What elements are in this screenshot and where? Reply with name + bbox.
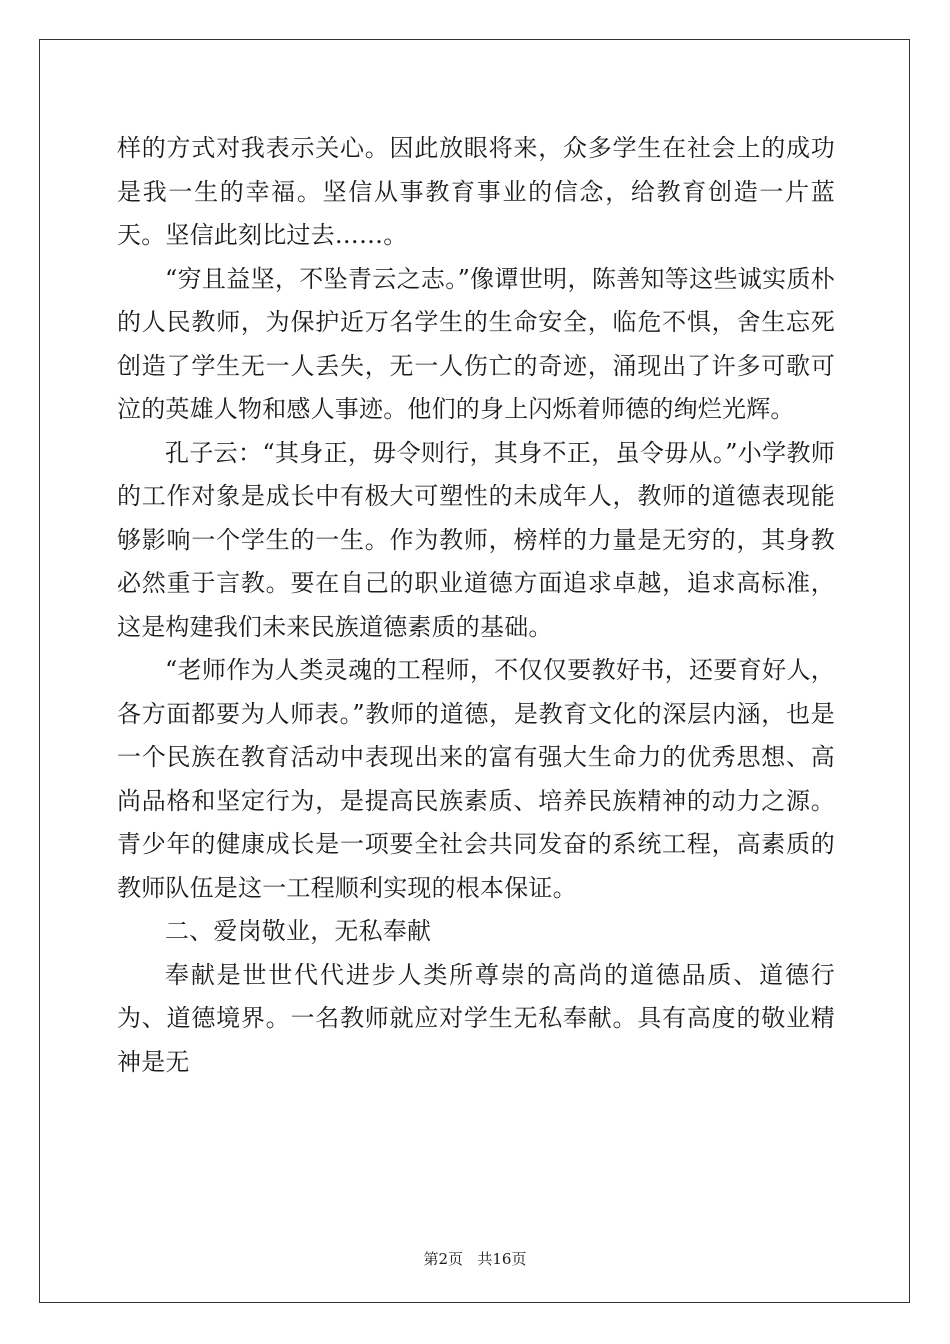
paragraph-continuation: 样的方式对我表示关心。因此放眼将来，众多学生在社会上的成功是我一生的幸福。坚信从事教育事业的信念，给教育创造一片蓝天。坚信此刻比过去……。 [117, 134, 835, 249]
paragraph-dedication: 奉献是世世代代进步人类所尊崇的高尚的道德品质、道德行为、道德境界。一名教师就应对学生无私奉献。具有高度的敬业精神是无 [117, 960, 835, 1076]
page-total: 共16页 [477, 1250, 527, 1268]
paragraph-confucius: 孔子云：“其身正，毋令则行，其身不正，虽令毋从。”小学教师的工作对象是成长中有极大可塑性的未成年人，教师的道德表现能够影响一个学生的一生。作为教师，榜样的力量是无穷的，其身教必然重于言教。要在自己的职业道德方面追求卓越，追求高标准，这是构建我们未来民族道德素质的基础。 [117, 438, 835, 641]
section-heading: 二、爱岗敬业，无私奉献 [165, 917, 432, 945]
page-number: 第2页 [423, 1250, 464, 1268]
paragraph-quote-qiongqie: “穷且益坚，不坠青云之志。”像谭世明，陈善知等这些诚实质朴的人民教师，为保护近万名学生的生命安全，临危不惧，舍生忘死创造了学生无一人丢失，无一人伤亡的奇迹，涌现出了许多可歌可泣的英雄人物和感人事迹。他们的身上闪烁着师德的绚烂光辉。 [117, 264, 835, 423]
paragraph-teacher-morality: “老师作为人类灵魂的工程师，不仅仅要教好书，还要育好人，各方面都要为人师表。”教师的道德，是教育文化的深层内涵，也是一个民族在教育活动中表现出来的富有强大生命力的优秀思想、高尚品格和坚定行为，是提高民族素质、培养民族精神的动力之源。青少年的健康成长是一项要全社会共同发奋的系统工程，高素质的教师队伍是这一工程顺利实现的根本保证。 [117, 656, 835, 902]
document-body [117, 127, 835, 1084]
page-footer [0, 1248, 950, 1269]
